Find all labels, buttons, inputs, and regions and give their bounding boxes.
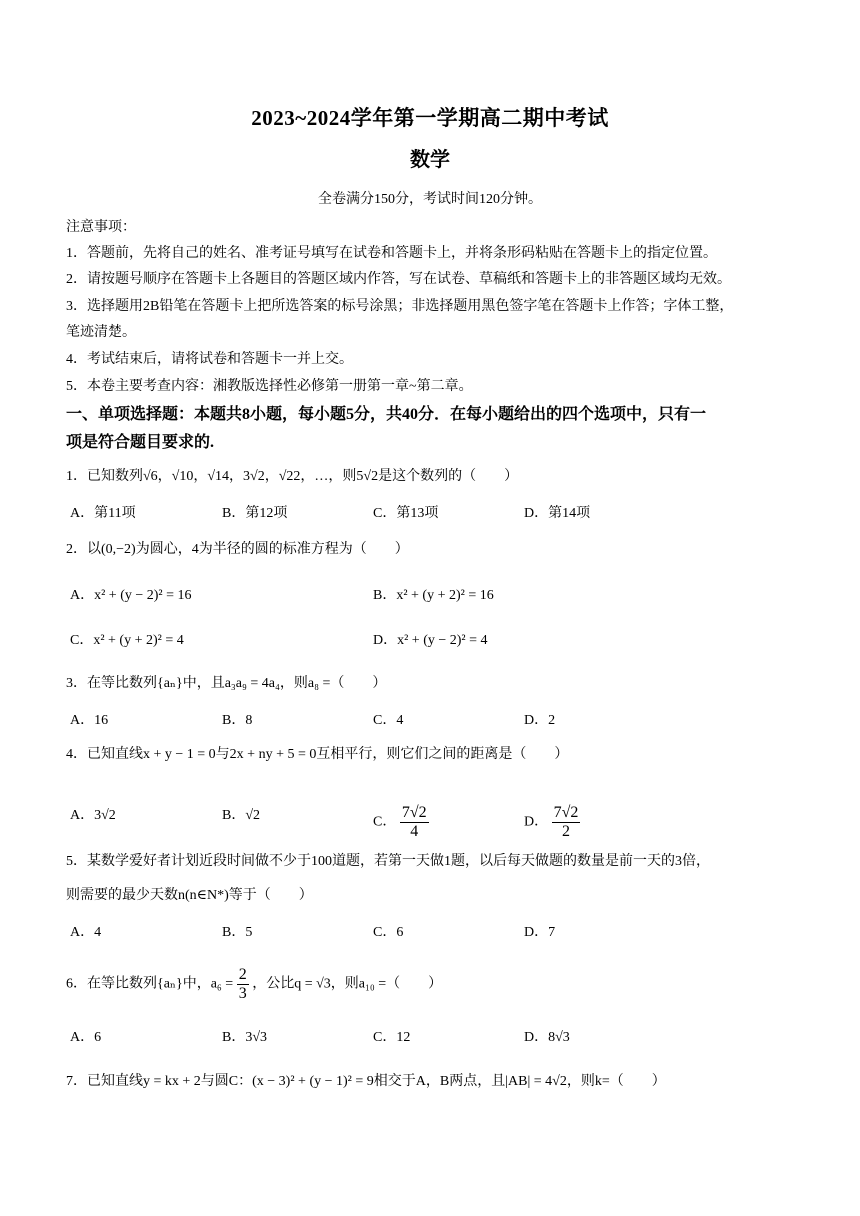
question-2-stem: 2．以(0,−2)为圆心，4为半径的圆的标准方程为（ ） [66, 542, 409, 557]
q6-option-c: C．12 [373, 1030, 411, 1045]
q5-option-d: D．7 [524, 925, 556, 940]
question-6-stem [66, 966, 442, 1003]
question-1-stem: 1．已知数列√6，√10，√14，3√2，√22，…，则5√2是这个数列的（ ） [66, 469, 519, 484]
q3-option-c: C．4 [373, 713, 404, 728]
q2-option-a: A．x² + (y − 2)² = 16 [70, 588, 192, 603]
notes-heading: 注意事项： [66, 220, 136, 235]
q1-option-a: A．第11项 [70, 506, 136, 521]
q3-option-a: A．16 [70, 713, 109, 728]
q6-fraction [237, 966, 249, 1003]
fraction-numerator: 2 [238, 966, 247, 983]
fraction-denominator: 3 [238, 985, 247, 1002]
q6-option-a: A．6 [70, 1030, 102, 1045]
q6-stem-suffix: ，公比q = √3，则a₁₀ =（ ） [252, 976, 443, 992]
fraction-denominator: 4 [410, 823, 419, 840]
note-item: 5．本卷主要考查内容：湘教版选择性必修第一册第一章~第二章。 [66, 379, 473, 394]
q4-option-a: A．3√2 [70, 808, 116, 823]
question-4-stem: 4．已知直线x + y − 1 = 0与2x + ny + 5 = 0互相平行，则它们之间的距离是（ ） [66, 747, 569, 762]
question-3-stem: 3．在等比数列{aₙ}中，且a₃a₉ = 4a₄，则a₈ =（ ） [66, 676, 387, 691]
fraction-denominator: 2 [562, 823, 571, 840]
note-item: 笔迹清楚。 [66, 325, 136, 340]
q6-option-d: D．8√3 [524, 1030, 570, 1045]
q4-option-c-fraction [400, 804, 429, 841]
q5-option-c: C．6 [373, 925, 404, 940]
q4-option-d [524, 804, 580, 841]
question-7-stem: 7．已知直线y = kx + 2与圆C：(x − 3)² + (y − 1)² = 9相交于A，B两点，且|AB| = 4√2，则k=（ ） [66, 1074, 666, 1089]
q4-option-b: B．√2 [222, 808, 261, 823]
q6-stem-prefix: 6．在等比数列{aₙ}中，a₆ = [66, 976, 234, 992]
q2-option-c: C．x² + (y + 2)² = 4 [70, 633, 184, 648]
note-item: 2．请按题号顺序在答题卡上各题目的答题区域内作答，写在试卷、草稿纸和答题卡上的非答题区域均无效。 [66, 272, 731, 287]
exam-info: 全卷满分150分，考试时间120分钟。 [318, 192, 542, 207]
q6-option-b: B．3√3 [222, 1030, 268, 1045]
fraction-numerator: 7√2 [401, 804, 427, 821]
q4-option-d-label: D． [524, 814, 549, 830]
fraction-numerator: 7√2 [553, 804, 579, 821]
q4-option-c [373, 804, 429, 841]
q3-option-b: B．8 [222, 713, 253, 728]
note-item: 1．答题前，先将自己的姓名、准考证号填写在试卷和答题卡上，并将条形码粘贴在答题卡上的指定位置。 [66, 246, 717, 261]
q2-option-b: B．x² + (y + 2)² = 16 [373, 588, 494, 603]
note-item: 4．考试结束后，请将试卷和答题卡一并上交。 [66, 352, 353, 367]
note-item: 3．选择题用2B铅笔在答题卡上把所选答案的标号涂黑；非选择题用黑色签字笔在答题卡上作答；字体工整， [66, 299, 734, 314]
question-5-stem: 5．某数学爱好者计划近段时间做不少于100道题，若第一天做1题，以后每天做题的数量是前一天的3倍， [66, 854, 710, 869]
q1-option-d: D．第14项 [524, 506, 591, 521]
q5-option-b: B．5 [222, 925, 253, 940]
question-5-stem-cont: 则需要的最少天数n(n∈N*)等于（ ） [66, 888, 313, 903]
q4-option-d-fraction [552, 804, 581, 841]
section-heading-cont: 项是符合题目要求的. [66, 434, 215, 451]
q5-option-a: A．4 [70, 925, 102, 940]
q2-option-d: D．x² + (y − 2)² = 4 [373, 633, 488, 648]
q1-option-c: C．第13项 [373, 506, 439, 521]
q1-option-b: B．第12项 [222, 506, 288, 521]
section-heading: 一、单项选择题：本题共8小题，每小题5分，共40分．在每小题给出的四个选项中，只有一 [66, 406, 707, 423]
exam-title: 2023~2024学年第一学期高二期中考试 [251, 106, 609, 130]
subject-title: 数学 [410, 149, 450, 171]
q4-option-c-label: C． [373, 814, 397, 830]
q3-option-d: D．2 [524, 713, 556, 728]
